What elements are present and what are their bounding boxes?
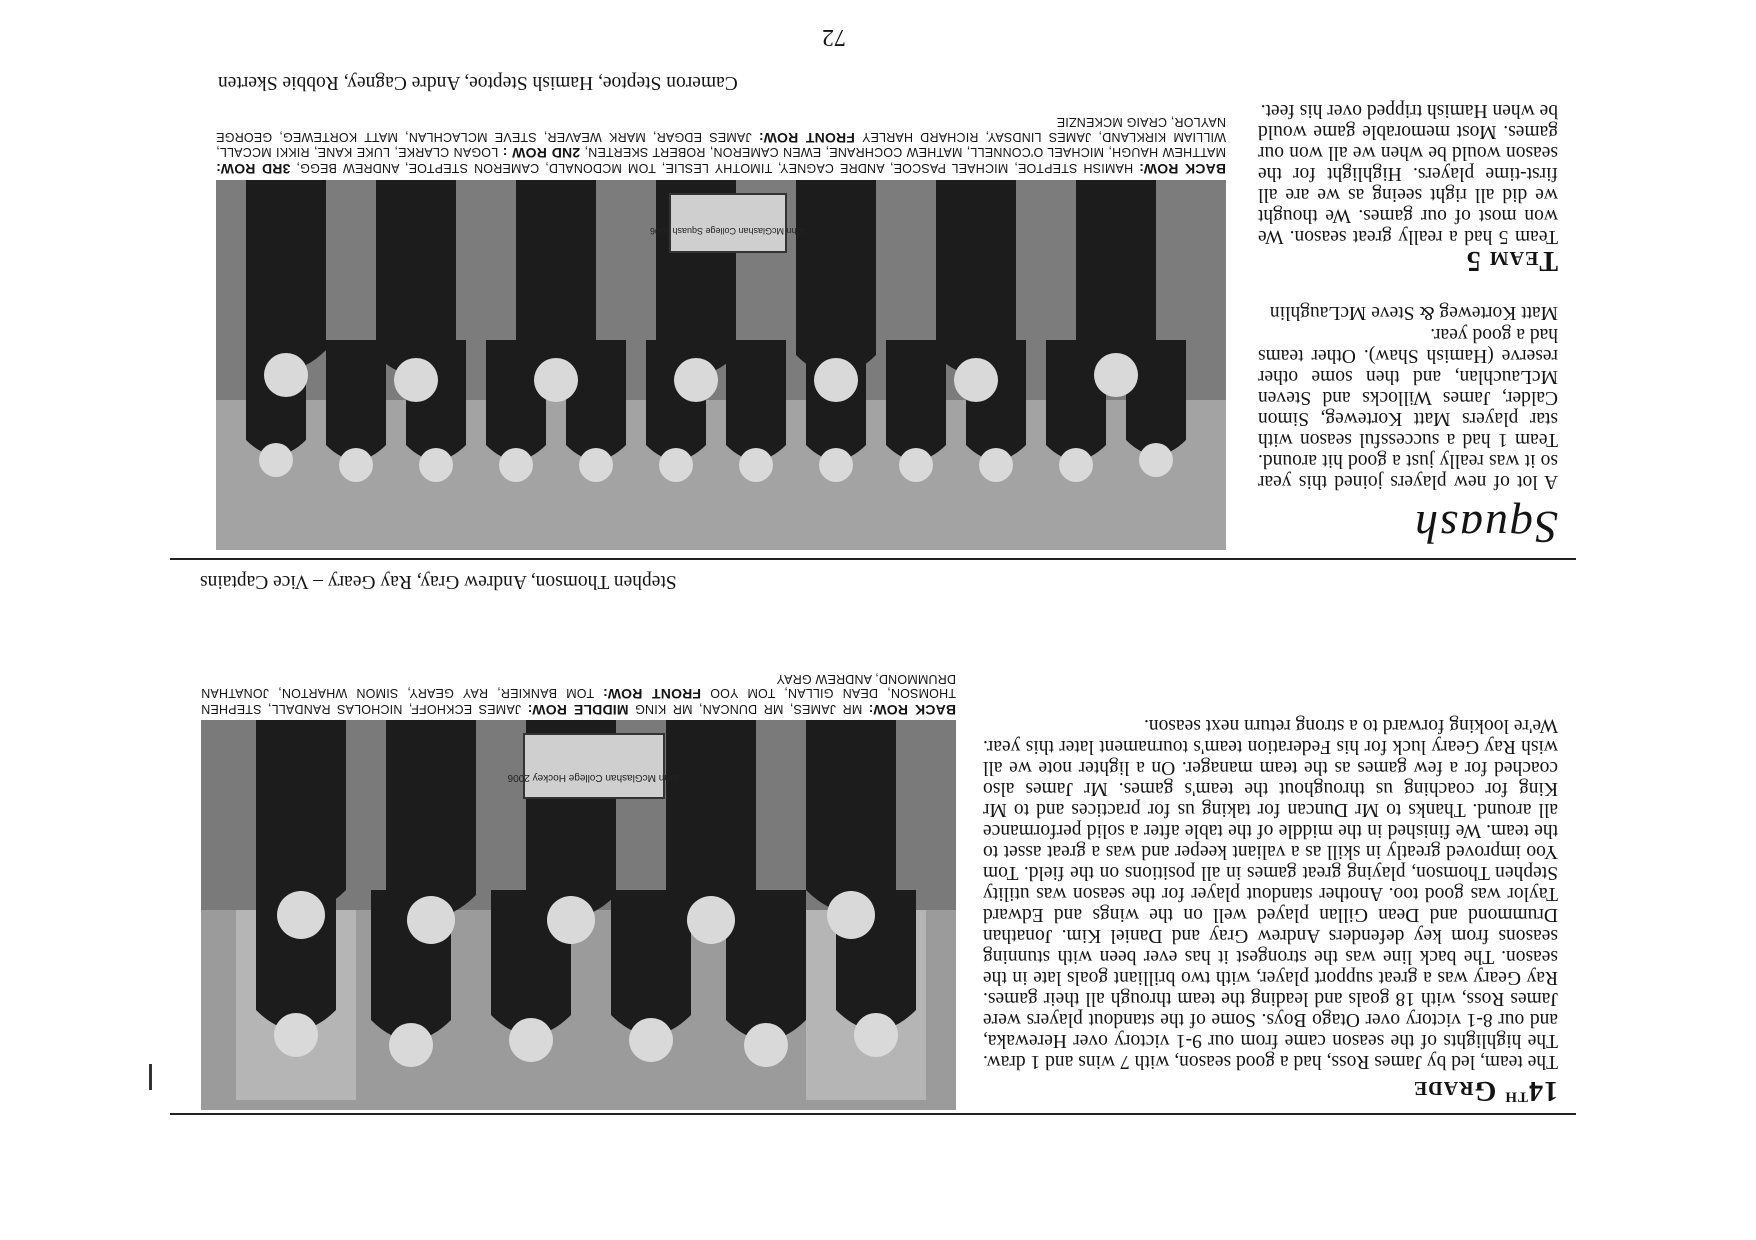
squash-last-line: Cameron Steptoe, Hamish Steptoe, Andre Cagney, Robbie Skerten xyxy=(218,72,738,93)
squash-intro: A lot of new players joined this year so it was really just a good hit around. Team 1 had a successful season with star players Matt Korteweg, Simon Calder, James Willocks and Steven McLauchlan, and then some other reserve (Hamish Shaw). Other teams had a good year. xyxy=(1258,324,1558,492)
grade-14th-article: The team, led by James Ross, had a good season, with 7 wins and 1 draw. The highlights of the season came from our 9-1 victory over Herewaka, and our 8-1 victory over Otago Boys. Some of the standout players were James Ross, with 18 goals and leading the team through all their games. Ray Geary was a great support player, with two brilliant goals late in the season. The back line was the strongest it has ever been with stunning seasons from key defenders Andrew Gray and Daniel Kim. Jonathan Drummond and Dean Gillan played well on the wings and Edward Taylor was good too. Another standout player for the season was utility Stephen Thomson, playing great games in all positions on the field. Tom Yoo improved greatly in skill as a valiant keeper and was a great asset to the team. We finished in the middle of the table after a solid performance all around. Thanks to Mr Duncan for taking us for practices and to Mr King for coaching us throughout the team's games. Mr James also coached for a few games as the team manager. On a lighter note we all wish Ray Geary luck for his Federation team's tournament later this year. We're looking forward to a strong return next season. xyxy=(983,715,1558,1072)
squash-coaches: Matt Korteweg & Steve McLaughlin xyxy=(1269,302,1558,323)
hockey-photo-caption: BACK ROW: MR JAMES, MR DUNCAN, MR KING MIDDLE ROW: JAMES ECKHOFF, NICHOLAS RANDALL, STEPHEN THOMSON, DEAN GILLAN, TOM YOO FRONT ROW: TOM BANKIER, RAY GEARY, SIMON WHARTON, JONATHAN DRUMMOND, ANDREW GRAY xyxy=(201,672,956,718)
hockey-team-photo xyxy=(201,720,956,1110)
squash-title: Squash xyxy=(1413,502,1558,553)
squash-photo-caption: BACK ROW: HAMISH STEPTOE, MICHAEL PASCOE, ANDRE CAGNEY, TIMOTHY LESLIE, TOM MCDONALD, CAMERON STEPTOE, ANDREW BEGG, 3RD ROW: MATTHEW HAUGH, MICHAEL O'CONNELL, MATHEW COCHRANE, EWEN CAMERON, ROBERT SKERTEN, 2ND ROW : LOGAN CLARKE, LUKE KANE, RIKKI MCCALL, WILLIAM KIRKLAND, JAMES LINDSAY, RICHARD HARLEY FRONT ROW: JAMES EDGAR, MARK WEAVER, STEVE MCLACHLAN, MATT KORTEWEG, GEORGE NAYLOR, CRAIG MCKENZIE xyxy=(216,115,1226,177)
page-number: 72 xyxy=(822,24,846,50)
binder-mark xyxy=(149,1064,152,1090)
squash-photo-sign: John McGlashan College Squash 2006 xyxy=(649,226,807,236)
section-divider-top xyxy=(170,1113,1576,1115)
grade-14th-heading: 14TH Grade xyxy=(1412,1075,1558,1106)
section-divider-middle xyxy=(170,558,1576,560)
squash-team-photo xyxy=(216,180,1226,550)
captains-line: Stephen Thomson, Andrew Gray, Ray Geary – Vice Captains xyxy=(200,571,677,592)
team5-article: Team 5 had a really great season. We won most of our games. We thought we did all right seeing as we are all first-time players. Highlight for the season would be when we all won our games. Most memorable game would be when Hamish tripped over his feet. xyxy=(1258,100,1558,247)
hockey-photo-sign: John McGlashan College Hockey 2006 xyxy=(507,772,681,783)
team5-heading: Team 5 xyxy=(1465,245,1558,276)
